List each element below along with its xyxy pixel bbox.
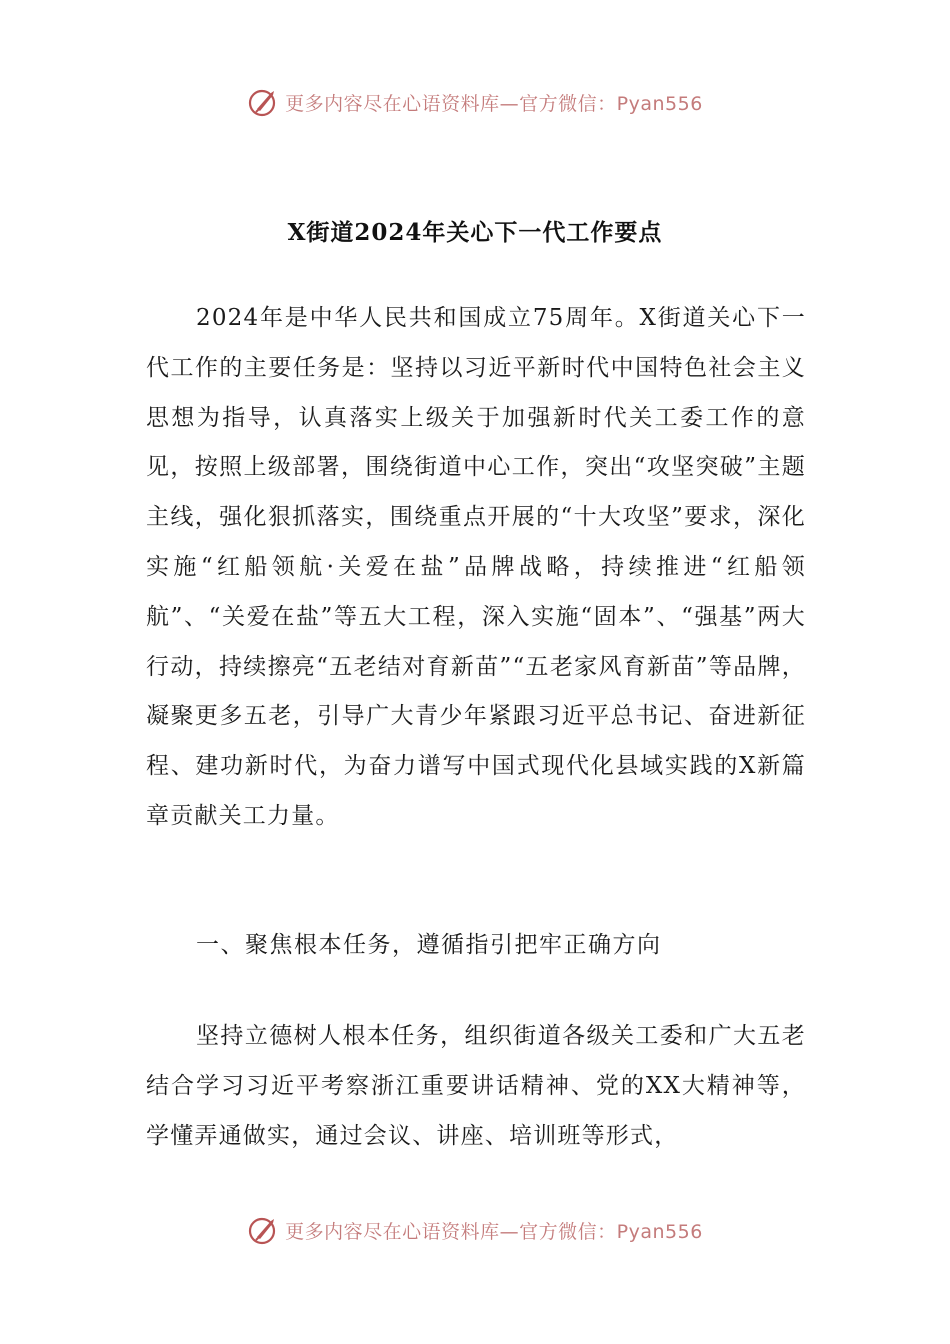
document-title: X街道2024年关心下一代工作要点 [287,219,663,246]
paragraph-intro: 2024年是中华人民共和国成立75周年。X街道关心下一代工作的主要任务是：坚持以习近平新时代中国特色社会主义思想为指导，认真落实上级关于加强新时代关工委工作的意见，按照上级部署，围绕街道中心工作，突出“攻坚突破”主题主线，强化狠抓落实，围绕重点开展的“十大攻坚”要求，深化实施“红船领航·关爱在盐”品牌战略，持续推进“红船领航”、“关爱在盐”等五大工程，深入实施“固本”、“强基”两大行动，持续擦亮“五老结对育新苗”“五老家风育新苗”等品牌，凝聚更多五老，引导广大青少年紧跟习近平总书记、奋进新征程、建功新时代，为奋力谱写中国式现代化县域实践的X新篇章贡献关工力量。 [146,305,806,829]
watermark-banner-bottom [0,1210,950,1250]
watermark-banner-top [0,82,950,122]
pen-quill-logo-icon [247,1213,281,1247]
section-heading-1: 一、聚焦根本任务，遵循指引把牢正确方向 [196,932,662,958]
watermark-text: 更多内容尽在心语资料库—官方微信：Pyan556 [285,92,703,115]
watermark-text: 更多内容尽在心语资料库—官方微信：Pyan556 [285,1220,703,1243]
pen-quill-logo-icon [247,85,281,119]
paragraph-section-1: 坚持立德树人根本任务，组织街道各级关工委和广大五老结合学习习近平考察浙江重要讲话精神、党的XX大精神等，学懂弄通做实，通过会议、讲座、培训班等形式， [146,1023,806,1149]
